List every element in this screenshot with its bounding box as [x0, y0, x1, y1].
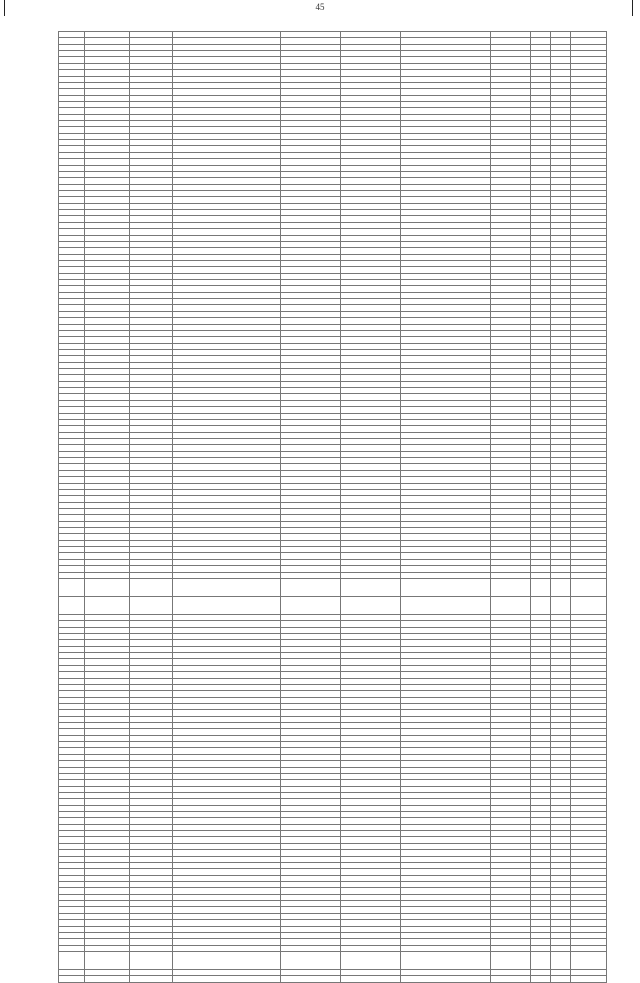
table-cell: [130, 596, 173, 614]
table-cell: [401, 951, 491, 969]
table-cell: [341, 976, 401, 982]
table-cell: [173, 951, 281, 969]
table-cell: [531, 951, 551, 969]
table-cell: [571, 976, 607, 982]
table-cell: [85, 578, 130, 596]
table-row: [59, 596, 607, 614]
register-table: [58, 31, 607, 983]
table-row: [59, 976, 607, 982]
page-number: 45: [315, 2, 325, 12]
table-cell: [341, 596, 401, 614]
table-cell: [491, 976, 531, 982]
table-cell: [130, 578, 173, 596]
table-cell: [551, 578, 571, 596]
table-row: [59, 951, 607, 969]
table-cell: [281, 951, 341, 969]
table-cell: [173, 578, 281, 596]
table-cell: [85, 596, 130, 614]
table-cell: [281, 596, 341, 614]
table-cell: [571, 596, 607, 614]
register-table-body: [59, 32, 607, 983]
table-cell: [173, 976, 281, 982]
table-row: [59, 578, 607, 596]
table-cell: [491, 596, 531, 614]
table-cell: [341, 578, 401, 596]
table-cell: [85, 976, 130, 982]
table-cell: [85, 951, 130, 969]
table-cell: [491, 578, 531, 596]
table-cell: [531, 596, 551, 614]
table-cell: [571, 951, 607, 969]
table-cell: [531, 578, 551, 596]
table-cell: [281, 578, 341, 596]
table-cell: [551, 951, 571, 969]
table-cell: [551, 976, 571, 982]
table-cell: [59, 578, 85, 596]
table-cell: [59, 596, 85, 614]
table-cell: [130, 951, 173, 969]
table-cell: [173, 596, 281, 614]
table-cell: [341, 951, 401, 969]
table-cell: [401, 976, 491, 982]
table-cell: [401, 578, 491, 596]
table-cell: [130, 976, 173, 982]
table-cell: [491, 951, 531, 969]
table-cell: [531, 976, 551, 982]
table-cell: [59, 976, 85, 982]
table-cell: [59, 951, 85, 969]
table-cell: [571, 578, 607, 596]
table-cell: [401, 596, 491, 614]
table-cell: [551, 596, 571, 614]
table-cell: [281, 976, 341, 982]
